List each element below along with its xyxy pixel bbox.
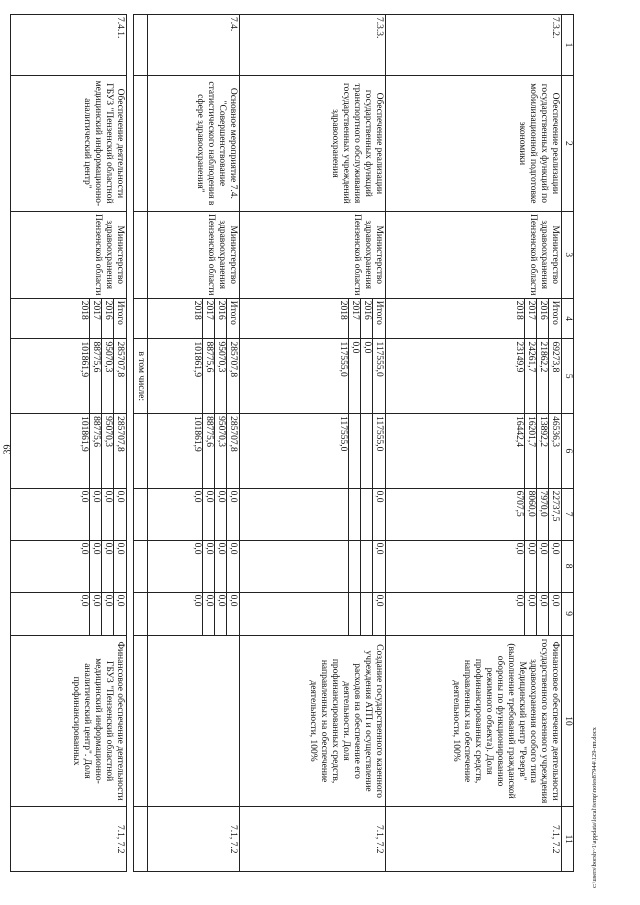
year-value: 2016 xyxy=(214,299,226,339)
total-funding-value: 21862,2 xyxy=(536,339,548,413)
regional-budget-value: 88775,6 xyxy=(202,414,214,488)
year xyxy=(386,298,562,339)
local-budget-value: 0,0 xyxy=(226,541,238,592)
empty-cell xyxy=(134,414,148,489)
empty-cell xyxy=(134,807,148,872)
federal-budget-value: 0,0 xyxy=(79,490,89,503)
year-value: Итого xyxy=(372,299,384,339)
column-header: 1 xyxy=(562,15,574,76)
total-funding-value: 88775,6 xyxy=(89,339,101,413)
column-header: 9 xyxy=(562,592,574,635)
indicator-reference: 7.1, 7.2 xyxy=(148,807,240,872)
gap-cell xyxy=(127,15,134,872)
footer-file-path: c:\users\borsh~1\appdata\local\temp\notes87944\129-пп.docx xyxy=(591,727,598,888)
total-funding-value: 23149,9 xyxy=(514,341,524,373)
measure-number: 7.3.2. xyxy=(386,15,562,76)
empty-cell xyxy=(134,15,148,76)
extra-budget-value: 0,0 xyxy=(89,593,101,635)
year-value: 2016 xyxy=(536,299,548,339)
extra-budget-value xyxy=(337,593,348,635)
local-budget-value xyxy=(337,541,348,592)
year-value: 2016 xyxy=(101,299,113,339)
regional-budget-value: 285707,8 xyxy=(226,414,238,488)
regional-budget-value: 46536,3 xyxy=(548,414,560,488)
measure-name: Основное мероприятие 7.4. "Совершенствование статистического наблюдения в сфере здравоохранения" xyxy=(148,76,240,212)
empty-cell xyxy=(134,635,148,807)
extra-budget-value: 0,0 xyxy=(524,593,536,635)
empty-cell xyxy=(134,298,148,339)
extra-budget xyxy=(240,592,386,635)
year-value: 2018 xyxy=(192,300,202,320)
local-budget-value: 0,0 xyxy=(548,541,560,592)
indicator-text: Финансовое обеспечение деятельности государственного казенного учреждения здравоохранения особого типа Медицинский центр "Резерв" (выполнение требований гражданской обороны по функционированию режимного объекта). Доля профинансированных средств, направленных на обеспечение деятельности, 100% xyxy=(386,635,562,807)
total-funding xyxy=(148,339,240,414)
year-value: 2016 xyxy=(360,299,372,339)
column-header: 2 xyxy=(562,76,574,212)
page-number: 39 xyxy=(2,444,14,455)
federal-budget-value: 0,0 xyxy=(202,489,214,540)
executor: Министерство здравоохранения Пензенской области xyxy=(148,211,240,298)
federal-budget-value xyxy=(348,489,360,540)
extra-budget-value: 0,0 xyxy=(79,594,89,607)
total-funding-value: 117555,0 xyxy=(372,339,384,413)
extra-budget-value: 0,0 xyxy=(101,593,113,635)
local-budget-value: 0,0 xyxy=(536,541,548,592)
year xyxy=(148,298,240,339)
regional-budget xyxy=(240,414,386,489)
extra-budget xyxy=(386,592,562,635)
extra-budget xyxy=(148,592,240,635)
year-value: Итого xyxy=(548,299,560,339)
measure-number: 7.4.1. xyxy=(11,15,127,76)
federal-budget xyxy=(11,488,127,540)
federal-budget-value: 8060,0 xyxy=(524,489,536,540)
federal-budget-value xyxy=(360,489,372,540)
program-table xyxy=(10,14,574,872)
federal-budget-value: 0,0 xyxy=(192,490,202,503)
regional-budget-value: 88775,6 xyxy=(89,414,101,488)
extra-budget-value: 0,0 xyxy=(536,593,548,635)
header-row xyxy=(562,15,574,872)
year xyxy=(240,298,386,339)
regional-budget-value: 95070,3 xyxy=(101,414,113,488)
federal-budget-value: 0,0 xyxy=(372,489,384,540)
extra-budget-value: 0,0 xyxy=(548,593,560,635)
indicator-reference: 7.1, 7.2 xyxy=(11,807,127,872)
local-budget xyxy=(11,540,127,592)
local-budget-value: 0,0 xyxy=(79,542,89,555)
regional-budget-value xyxy=(360,414,372,488)
executor: Министерство здравоохранения Пензенской области xyxy=(386,211,562,298)
total-funding-value: 101861,9 xyxy=(192,341,202,378)
measure-name: Обеспечение реализации государственных функций по мобилизационной подготовке экономики xyxy=(386,76,562,212)
executor: Министерство здравоохранения Пензенской области xyxy=(11,211,127,298)
table-row xyxy=(11,15,127,872)
federal-budget-value: 0,0 xyxy=(89,489,101,540)
local-budget-value xyxy=(360,541,372,592)
federal-budget xyxy=(148,488,240,540)
empty-cell xyxy=(134,488,148,540)
federal-budget-value: 0,0 xyxy=(113,489,125,540)
total-funding-value: 101861,9 xyxy=(79,341,89,378)
regional-budget-value: 13892,2 xyxy=(536,414,548,488)
total-funding-value: 95070,3 xyxy=(214,339,226,413)
local-budget-value xyxy=(348,541,360,592)
indicator-reference: 7.1, 7.2 xyxy=(386,807,562,872)
federal-budget-value: 0,0 xyxy=(226,489,238,540)
year-value: 2017 xyxy=(89,299,101,339)
total-funding-value: 24261,7 xyxy=(524,339,536,413)
total-funding-value: 69273,8 xyxy=(548,339,560,413)
indicator-reference: 7.1, 7.2 xyxy=(240,807,386,872)
column-header: 6 xyxy=(562,414,574,489)
regional-budget-value: 117555,0 xyxy=(372,414,384,488)
federal-budget xyxy=(240,488,386,540)
extra-budget-value: 0,0 xyxy=(214,593,226,635)
year-value: 2018 xyxy=(79,300,89,320)
regional-budget-value: 16442,4 xyxy=(514,416,524,447)
extra-budget-value: 0,0 xyxy=(202,593,214,635)
indicator-text: Создание государственного казенного учреждения АТП и осуществление расходов на обеспечение его деятельности. Доля профинансированных средств, направленных на обеспечение деятельности, 100% xyxy=(240,635,386,807)
local-budget-value: 0,0 xyxy=(89,541,101,592)
local-budget-value: 0,0 xyxy=(514,542,524,555)
extra-budget-value: 0,0 xyxy=(226,593,238,635)
local-budget-value: 0,0 xyxy=(524,541,536,592)
column-header: 10 xyxy=(562,635,574,807)
column-header: 11 xyxy=(562,807,574,872)
federal-budget-value: 6707,5 xyxy=(514,490,524,517)
total-funding-value: 88775,6 xyxy=(202,339,214,413)
year-value: 2017 xyxy=(524,299,536,339)
empty-cell xyxy=(134,592,148,635)
local-budget xyxy=(240,540,386,592)
local-budget-value: 0,0 xyxy=(214,541,226,592)
year-value: Итого xyxy=(113,299,125,339)
total-funding-value: 0,0 xyxy=(348,339,360,413)
column-header: 7 xyxy=(562,488,574,540)
extra-budget-value: 0,0 xyxy=(113,593,125,635)
total-funding-value: 0,0 xyxy=(360,339,372,413)
year-value: 2017 xyxy=(202,299,214,339)
regional-budget-value xyxy=(348,414,360,488)
regional-budget-value: 101861,9 xyxy=(79,416,89,452)
empty-cell xyxy=(134,211,148,298)
regional-budget-value: 16201,7 xyxy=(524,414,536,488)
rotated-table-container xyxy=(71,14,574,872)
year-value: 2017 xyxy=(348,299,360,339)
extra-budget-value: 0,0 xyxy=(192,594,202,607)
table-row xyxy=(386,15,562,872)
table-row xyxy=(240,15,386,872)
total-funding xyxy=(386,339,562,414)
local-budget-value: 0,0 xyxy=(202,541,214,592)
local-budget-value: 0,0 xyxy=(372,541,384,592)
federal-budget-value: 0,0 xyxy=(101,489,113,540)
total-funding-value: 95070,3 xyxy=(101,339,113,413)
column-header: 3 xyxy=(562,211,574,298)
column-header: 8 xyxy=(562,540,574,592)
extra-budget xyxy=(11,592,127,635)
regional-budget-value: 95070,3 xyxy=(214,414,226,488)
total-funding-value: 285707,8 xyxy=(113,339,125,413)
year-value: Итого xyxy=(226,299,238,339)
extra-budget-value: 0,0 xyxy=(372,593,384,635)
extra-budget-value xyxy=(348,593,360,635)
regional-budget-value: 285707,8 xyxy=(113,414,125,488)
local-budget-value: 0,0 xyxy=(101,541,113,592)
federal-budget-value: 0,0 xyxy=(214,489,226,540)
regional-budget xyxy=(11,414,127,489)
subtotal-label-row xyxy=(134,15,148,872)
empty-cell xyxy=(134,76,148,212)
in-that-number-label: в том числе: xyxy=(134,339,148,414)
federal-budget-value: 7970,0 xyxy=(536,489,548,540)
measure-number: 7.4. xyxy=(148,15,240,76)
column-header: 4 xyxy=(562,298,574,339)
indicator-text xyxy=(148,635,240,807)
federal-budget-value: 22737,5 xyxy=(548,489,560,540)
total-funding-value: 117555,0 xyxy=(338,341,348,377)
table-row xyxy=(148,15,240,872)
executor: Министерство здравоохранения Пензенской области xyxy=(240,211,386,298)
measure-number: 7.3.3. xyxy=(240,15,386,76)
year-value: 2018 xyxy=(338,300,348,320)
local-budget-value: 0,0 xyxy=(113,541,125,592)
local-budget xyxy=(386,540,562,592)
measure-name: Обеспечение реализации государственных функций транспортного обслуживания государственных учреждений здравоохранения xyxy=(240,76,386,212)
measure-name: Обеспечение деятельности ГБУЗ "Пензенский областной медицинский информационно-аналитический центр" xyxy=(11,76,127,212)
total-funding-value: 285707,8 xyxy=(226,339,238,413)
column-header: 5 xyxy=(562,339,574,414)
local-budget xyxy=(148,540,240,592)
regional-budget-value: 117555,0 xyxy=(338,416,348,452)
regional-budget-value: 101861,9 xyxy=(192,416,202,452)
total-funding xyxy=(11,339,127,414)
regional-budget xyxy=(148,414,240,489)
empty-cell xyxy=(134,540,148,592)
indicator-text: Финансовое обеспечение деятельности ГБУЗ "Пензенский областной медицинский информационно-аналитический центр". Доля профинансированных xyxy=(11,635,127,807)
local-budget-value: 0,0 xyxy=(192,542,202,555)
extra-budget-value: 0,0 xyxy=(514,594,524,607)
total-funding xyxy=(240,339,386,414)
extra-budget-value xyxy=(360,593,372,635)
federal-budget-value xyxy=(337,489,348,540)
federal-budget xyxy=(386,488,562,540)
regional-budget xyxy=(386,414,562,489)
year-value: 2018 xyxy=(514,300,524,320)
year xyxy=(11,298,127,339)
section-gap xyxy=(127,15,134,872)
